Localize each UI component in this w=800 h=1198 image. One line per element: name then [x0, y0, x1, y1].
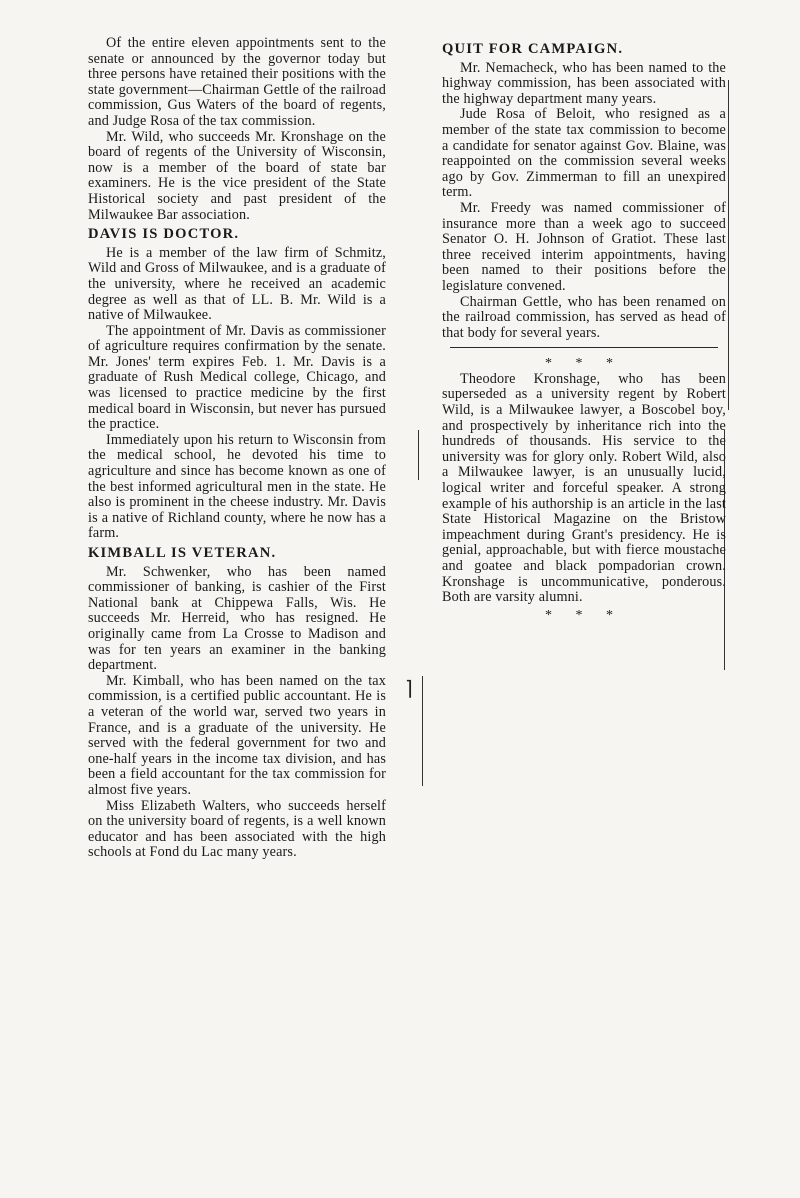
paragraph-walters: Miss Elizabeth Walters, who succeeds herself on the university board of regents, is a well known educator and has been associated with the high schools at Fond du Lac many years. [88, 797, 386, 861]
paragraph-kronshage: Theodore Kronshage, who has been superseded as a university regent by Robert Wild, is a Milwaukee lawyer, a Boscobel boy, and prospectively by inheritance rich into the hundreds of thousands. His service to the university was for glory only. Robert Wild, also a Milwaukee lawyer, is an unusually lucid, logical writer and forceful speaker. A strong example of his authorship is an article in the last State Historical Magazine on the Bristow impeachment during Grant's presidency. He is genial, approachable, but with fierce moustache and goatee and black pompadorian crown. Kronshage is uncommunicative, ponderous. Both are varsity alumni. [442, 370, 726, 606]
paragraph-davis-agriculture: Immediately upon his return to Wisconsin from the medical school, he devoted his time to agriculture and since has become known as one of the best informed agricultural men in the state. He also is prominent in the cheese industry. Mr. Davis is a native of Richland county, where he now has a farm. [88, 431, 386, 542]
paragraph-gettle: Chairman Gettle, who has been renamed on the railroad commission, has served as head of that body for several years. [442, 293, 726, 341]
column-margin-line-upper [728, 80, 729, 410]
paragraph-davis-appointment: The appointment of Mr. Davis as commissioner of agriculture requires confirmation by the senate. Mr. Jones' term expires Feb. 1. Mr. Davis is a graduate of Rush Medical college, Chicago, and was licensed to practice medicine by the first medical board in Wisconsin, but never has pursued the practice. [88, 322, 386, 433]
paragraph-schwenker: Mr. Schwenker, who has been named commissioner of banking, is cashier of the First National bank at Chippewa Falls, Wis. He succeeds Mr. Herreid, who has resigned. He originally came from La Crosse to Madison and was for ten years an examiner in the banking department. [88, 563, 386, 674]
paragraph-nemacheck: Mr. Nemacheck, who has been named to the highway commission, has been associated with the highway department many years. [442, 59, 726, 107]
stars-separator-bottom: * * * [545, 607, 623, 623]
paragraph-freedy: Mr. Freedy was named commissioner of insurance more than a week ago to succeed Senator O. H. Johnson of Gratiot. These last three received interim appointments, having been named to their positions before the legislature convened. [442, 199, 726, 294]
paragraph-rosa: Jude Rosa of Beloit, who resigned as a member of the state tax commission to become a candidate for senator against Gov. Blaine, was reappointed on the commission several weeks ago by Gov. Zimmerman to fill an unexpired term. [442, 106, 726, 201]
paragraph-wild: Mr. Wild, who succeeds Mr. Kronshage on the board of regents of the University of Wisconsin, now is a member of the board of state bar examiners. He is the vice president of the State Historical society and past president of the Milwaukee Bar association. [88, 128, 386, 223]
paragraph-appointments: Of the entire eleven appointments sent to the senate or announced by the governor today but three persons have retained their positions with the state government—Chairman Gettle of the railroad commission, Gus Waters of the board of regents, and Judge Rosa of the tax commission. [88, 35, 386, 129]
section-divider [450, 347, 718, 348]
subhead-davis-is-doctor: DAVIS IS DOCTOR. [88, 226, 240, 243]
box-left-line [422, 676, 423, 786]
right-column [442, 38, 726, 623]
stars-separator-top: * * * [545, 356, 623, 372]
left-column [88, 36, 386, 861]
subhead-kimball-is-veteran: KIMBALL IS VETERAN. [88, 545, 277, 561]
subhead-quit-for-campaign: QUIT FOR CAMPAIGN. [442, 41, 624, 57]
column-margin-line-lower [418, 430, 419, 480]
paragraph-kimball: Mr. Kimball, who has been named on the tax commission, is a certified public accountant. He is a veteran of the world war, served two years in France, and is a graduate of the university. He served with the federal government for two and one-half years in the income tax division, and has been a field accountant for the tax commission for almost five years. [88, 672, 386, 798]
margin-mark: ⌉ [405, 676, 413, 700]
paragraph-law-firm: He is a member of the law firm of Schmitz, Wild and Gross of Milwaukee, and is a graduate of the university, where he received an academic degree as well as that of LL. B. Mr. Wild is a native of Milwaukee. [88, 244, 386, 324]
